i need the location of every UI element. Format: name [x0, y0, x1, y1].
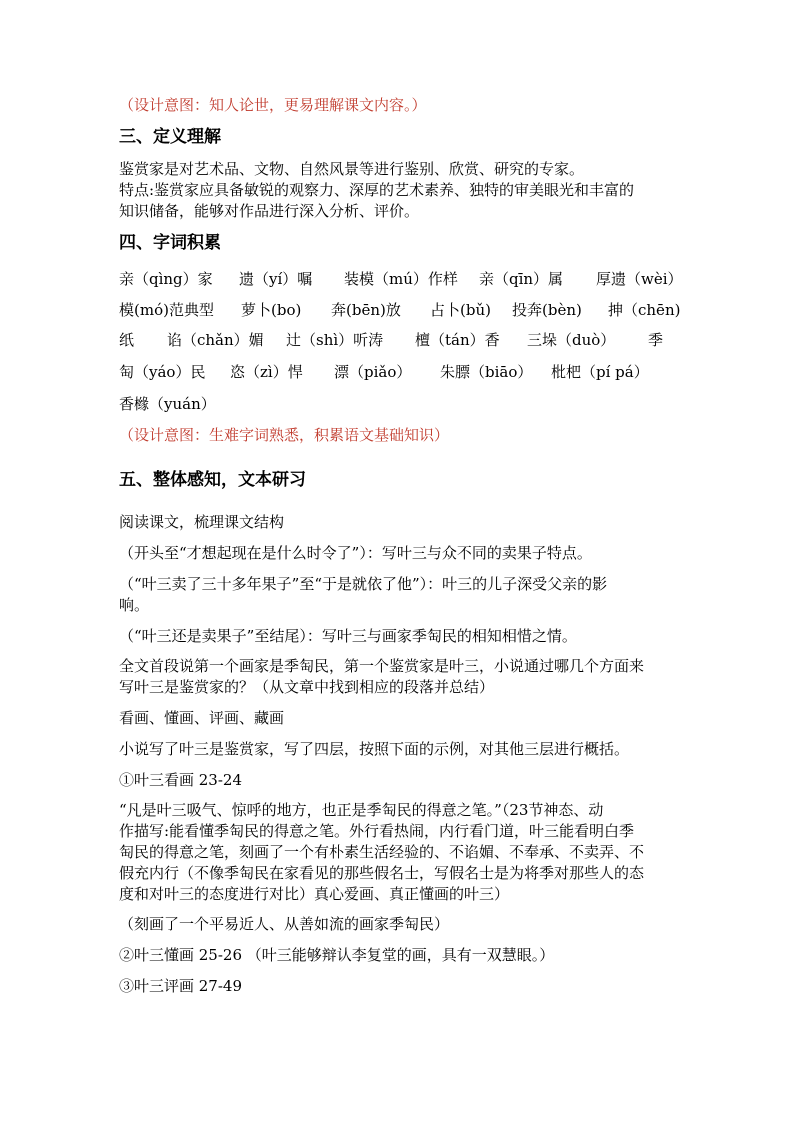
vocab-item: 萝卜(bo) [241, 301, 302, 319]
section3-line-1: 鉴赏家是对艺术品、文物、自然风景等进行鉴别、欣赏、研究的专家。 [119, 160, 585, 178]
section3-line-3: 知识储备，能够对作品进行深入分析、评价。 [119, 202, 420, 220]
vocab-item: 纸 [119, 331, 135, 349]
section5-line: 响。 [119, 596, 150, 614]
design-intent-2: （设计意图：生难字词熟悉，积累语文基础知识） [119, 426, 450, 444]
section5-line: 作描写:能看懂季匋民的得意之笔。外行看热闹，内行看门道，叶三能看明白季 [119, 822, 635, 840]
section5-line: 全文首段说第一个画家是季匋民，第一个鉴赏家是叶三，小说通过哪几个方面来 [119, 657, 645, 675]
vocab-item: 匋（yáo）民 [119, 363, 206, 381]
section5-line: 假充内行（不像季匋民在家看见的那些假名士，写假名士是为将季对那些人的态 [119, 864, 645, 882]
vocab-item: 奔(bēn)放 [331, 301, 401, 319]
section5-line: （“叶三卖了三十多年果子”至“于是就依了他”）：叶三的儿子深受父亲的影 [119, 575, 608, 593]
vocab-item: 恣（zì）悍 [230, 363, 303, 381]
vocab-item: 装模（mú）作样 [344, 270, 458, 288]
section3-title: 三、定义理解 [119, 127, 221, 147]
vocab-item: 辻（shì）听涛 [286, 331, 384, 349]
section5-line: （开头至“才想起现在是什么时令了”）：写叶三与众不同的卖果子特点。 [119, 544, 592, 562]
section5-line: 度和对叶三的态度进行对比）真心爱画、真正懂画的叶三） [119, 885, 510, 903]
section3-line-2: 特点:鉴赏家应具备敏锐的观察力、深厚的艺术素养、独特的审美眼光和丰富的 [119, 181, 635, 199]
section5-line: 看画、懂画、评画、藏画 [119, 709, 285, 727]
section5-title: 五、整体感知，文本研习 [119, 470, 306, 490]
section5-line: ②叶三懂画 25-26 （叶三能够辩认李复堂的画，具有一双慧眼。） [119, 946, 555, 964]
section5-line: （“叶三还是卖果子”至结尾）：写叶三与画家季匋民的相知相惜之情。 [119, 627, 577, 645]
vocab-item: 模(mó)范典型 [119, 301, 214, 319]
vocab-item: 朱膘（biāo） [440, 363, 533, 381]
vocab-item: 占卜(bǔ) [430, 301, 491, 319]
section5-line: “凡是叶三吸气、惊呼的地方，也正是季匋民的得意之笔。”（23节神态、动 [119, 801, 604, 819]
vocab-item: 亲（qìng）家 [119, 270, 213, 288]
vocab-item: 枇杷（pí pá） [551, 363, 649, 381]
section5-line: 写叶三是鉴赏家的？（从文章中找到相应的段落并总结） [119, 678, 495, 696]
vocab-item: 厚遗（wèi） [596, 270, 683, 288]
section5-line: 匋民的得意之笔，刻画了一个有朴素生活经验的、不谄媚、不奉承、不卖弄、不 [119, 843, 645, 861]
section5-line: 阅读课文，梳理课文结构 [119, 513, 285, 531]
section5-line: 小说写了叶三是鉴赏家，写了四层，按照下面的示例，对其他三层进行概括。 [119, 740, 630, 758]
vocab-item: 遗（yí）嘱 [239, 270, 313, 288]
vocab-item: 亲（qīn）属 [479, 270, 564, 288]
section5-line: ③叶三评画 27-49 [119, 977, 243, 995]
vocab-item: 香橼（yuán） [119, 395, 216, 413]
vocab-item: 三垛（duò） [527, 331, 616, 349]
section5-line: ①叶三看画 23-24 [119, 771, 243, 789]
design-intent-1: （设计意图：知人论世，更易理解课文内容。） [119, 96, 427, 114]
vocab-item: 投奔(bèn) [512, 301, 582, 319]
vocab-item: 谄（chǎn）媚 [167, 331, 264, 349]
vocab-item: 檀（tán）香 [415, 331, 500, 349]
section5-line: （刻画了一个平易近人、从善如流的画家季匋民） [119, 915, 450, 933]
vocab-item: 抻（chēn) [608, 301, 681, 319]
section4-title: 四、字词积累 [119, 233, 221, 253]
vocab-item: 漂（piǎo） [334, 363, 412, 381]
vocab-item: 季 [648, 331, 664, 349]
